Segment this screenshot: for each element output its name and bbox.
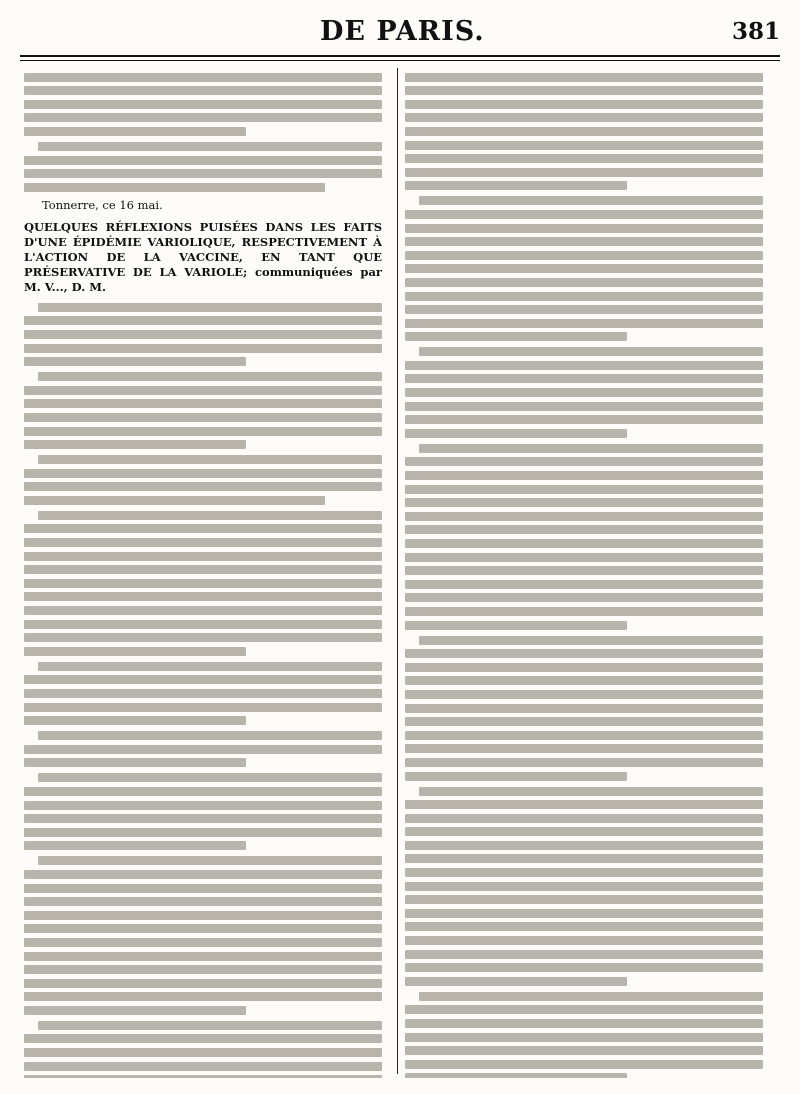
left-column <box>24 68 382 1078</box>
header-rule <box>20 55 780 57</box>
right-paragraph-7 <box>405 992 763 1078</box>
left-paragraph-1 <box>24 73 382 136</box>
page-header <box>20 14 780 54</box>
left-paragraph-11 <box>24 1021 382 1078</box>
page-number: 381 <box>731 18 780 45</box>
left-paragraph-8 <box>24 731 382 767</box>
column-divider <box>397 68 398 1074</box>
right-column <box>405 68 763 1078</box>
right-paragraph-1 <box>405 73 763 191</box>
left-paragraph-4 <box>24 372 382 449</box>
right-paragraph-4 <box>405 444 763 630</box>
left-paragraph-9 <box>24 773 382 850</box>
dateline: Tonnerre, ce 16 mai. <box>42 197 163 212</box>
left-paragraph-3 <box>24 303 382 366</box>
left-paragraph-2 <box>24 142 382 192</box>
left-paragraph-6 <box>24 511 382 656</box>
left-paragraph-10 <box>24 856 382 1015</box>
article-heading: QUELQUES RÉFLEXIONS PUISÉES DANS LES FAITS D'UNE ÉPIDÉMIE VARIOLIQUE, RESPECTIVEMENT À L'ACTION DE LA VACCINE, EN TANT QUE PRÉSERVATIVE DE LA VARIOLE; communiquées par M. V..., D. M. <box>24 219 382 294</box>
right-paragraph-5 <box>405 636 763 781</box>
header-rule-thin <box>20 60 780 61</box>
right-paragraph-2 <box>405 196 763 341</box>
left-paragraph-7 <box>24 662 382 725</box>
page-header-title: DE PARIS. <box>320 16 485 47</box>
right-paragraph-6 <box>405 787 763 986</box>
right-paragraph-3 <box>405 347 763 438</box>
left-paragraph-5 <box>24 455 382 505</box>
